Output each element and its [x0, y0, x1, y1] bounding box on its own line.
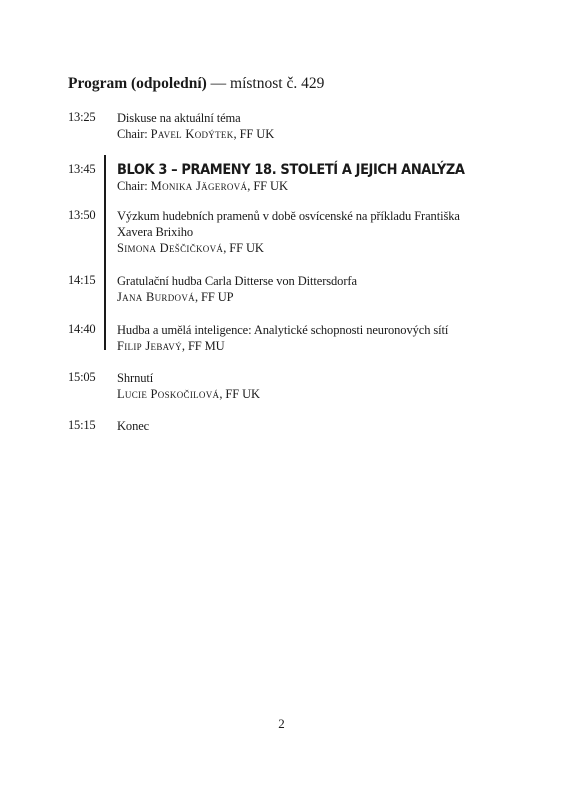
session-speaker: Simona Deščičková, FF UK	[117, 241, 264, 255]
session-title: Konec	[117, 419, 150, 433]
session-title: Gratulační hudba Carla Ditterse von Dittersdorfa	[117, 274, 357, 288]
page-number: 2	[278, 716, 285, 731]
time-label: 15:15	[68, 418, 96, 432]
session-chair: Chair: Monika Jägerová, FF UK	[117, 179, 288, 193]
person-name: Lucie Poskočilová	[117, 387, 220, 401]
session-chair: Chair: Pavel Kodýtek, FF UK	[117, 127, 275, 141]
session-speaker: Filip Jebavý, FF MU	[117, 339, 225, 353]
session-title: Shrnutí	[117, 371, 154, 385]
person-name: Simona Deščičková	[117, 241, 224, 255]
room-label: — místnost č. 429	[210, 75, 325, 92]
session-title: Hudba a umělá inteligence: Analytické schopnosti neuronových sítí	[117, 323, 449, 337]
program-title: Program (odpolední)	[68, 75, 207, 92]
session-speaker: Lucie Poskočilová, FF UK	[117, 387, 260, 401]
block-title: BLOK 3 – PRAMENY 18. STOLETÍ A JEJICH ANALÝZA	[117, 162, 465, 179]
time-label: 13:45	[68, 162, 96, 176]
session-title-cont: Xavera Brixiho	[117, 225, 194, 239]
time-label: 14:40	[68, 322, 96, 336]
time-label: 13:50	[68, 208, 96, 222]
time-label: 14:15	[68, 273, 96, 287]
person-name: Monika Jägerová	[150, 179, 248, 193]
person-name: Jana Burdová	[117, 290, 195, 304]
person-name: Filip Jebavý	[117, 339, 182, 353]
session-title: Diskuse na aktuální téma	[117, 111, 241, 125]
block-divider	[104, 155, 106, 350]
session-speaker: Jana Burdová, FF UP	[117, 290, 234, 304]
time-label: 13:25	[68, 110, 96, 124]
person-name: Pavel Kodýtek	[150, 127, 234, 141]
session-title: Výzkum hudebních pramenů v době osvícenské na příkladu Františka	[117, 209, 460, 223]
time-label: 15:05	[68, 370, 96, 384]
